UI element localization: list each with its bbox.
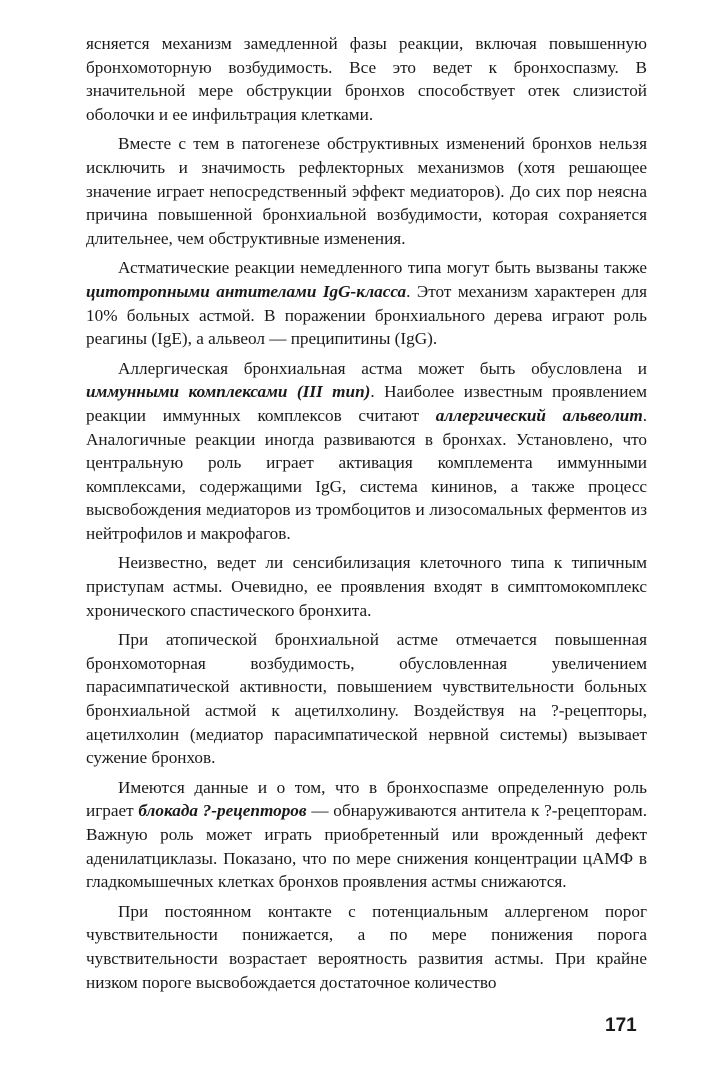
text-segment: ясняется механизм замедленной фазы реакции, включая повышенную бронхомоторную возбудимость. Все это ведет к бронхоспазму. В значительной мере обструкции бронхов способствует отек слизистой оболочки и ее инфильтрация клетками. bbox=[86, 34, 647, 124]
emphasized-term: иммунными комплексами (III тип) bbox=[86, 382, 371, 402]
page-body bbox=[86, 32, 647, 1000]
page-number: 171 bbox=[605, 1015, 637, 1036]
text-segment: . Наиболее известным проявлением реакции иммунных комплексов считают bbox=[86, 382, 647, 425]
text-segment: При постоянном контакте с потенциальным аллергеном порог чувствительности понижается, а по мере понижения порога чувствительности возрастает вероятность развития астмы. При крайне низком пороге высвобождается достаточное количество bbox=[86, 901, 647, 992]
text-segment: Вместе с тем в патогенезе обструктивных изменений бронхов нельзя исключить и значимость рефлекторных механизмов (хотя решающее значение играет непосредственный эффект медиаторов). До сих пор неясна причина повышенной бронхиальной возбудимости, которая сохраняется длительнее, чем обструктивные изменения. bbox=[86, 134, 647, 248]
paragraph-1 bbox=[86, 32, 647, 126]
text-segment: Аллергическая бронхиальная астма может быть обусловлена и bbox=[118, 358, 647, 378]
paragraph-7 bbox=[86, 776, 647, 894]
emphasized-term: аллергический альвеолит bbox=[435, 405, 643, 425]
paragraph-3 bbox=[86, 256, 647, 350]
text-segment: Неизвестно, ведет ли сенсибилизация клеточного типа к типичным приступам астмы. Очевидно, ее проявления входят в симптомокомплекс хронического спастического бронхита. bbox=[86, 553, 647, 620]
text-segment: При атопической бронхиальной астме отмечается повышенная бронхомоторная возбудимость, обусловленная увеличением парасимпатической активности, повышением чувствительности больных бронхиальной астмой к ацетилхолину. Воздействуя на ?-рецепторы, ацетилхолин (медиатор парасимпатической нервной системы) вызывает сужение бронхов. bbox=[86, 630, 647, 768]
text-segment: Астматические реакции немедленного типа могут быть вызваны также bbox=[118, 258, 647, 278]
text-segment: . Этот механизм характерен для 10% больных астмой. В поражении бронхиального дерева играют роль реагины (IgE), а альвеол — преципитины (IgG). bbox=[86, 281, 648, 349]
paragraph-6 bbox=[86, 628, 647, 770]
paragraph-5 bbox=[86, 551, 647, 622]
emphasized-term: цитотропными антителами IgG-класса bbox=[86, 281, 407, 301]
text-segment: Имеются данные и о том, что в бронхоспазме определенную роль играет bbox=[86, 777, 647, 821]
paragraph-4 bbox=[86, 357, 647, 546]
paragraph-8 bbox=[86, 900, 647, 994]
emphasized-term: блокада ?-рецепторов bbox=[138, 801, 307, 821]
text-segment: — обнаруживаются антитела к ?-рецепторам. Важную роль может играть приобретенный или врожденный дефект аденилатциклазы. Показано, что по мере снижения концентрации цАМФ в гладкомышечных клетках бронхов проявления астмы снижаются. bbox=[86, 801, 647, 892]
paragraph-2 bbox=[86, 132, 647, 250]
text-segment: . Аналогичные реакции иногда развиваются в бронхах. Установлено, что центральную роль играет активация комплемента иммунными комплексами, содержащими IgG, система кининов, а также процесс высвобождения медиаторов из тромбоцитов и лизосомальных ферментов из нейтрофилов и макрофагов. bbox=[86, 405, 647, 543]
